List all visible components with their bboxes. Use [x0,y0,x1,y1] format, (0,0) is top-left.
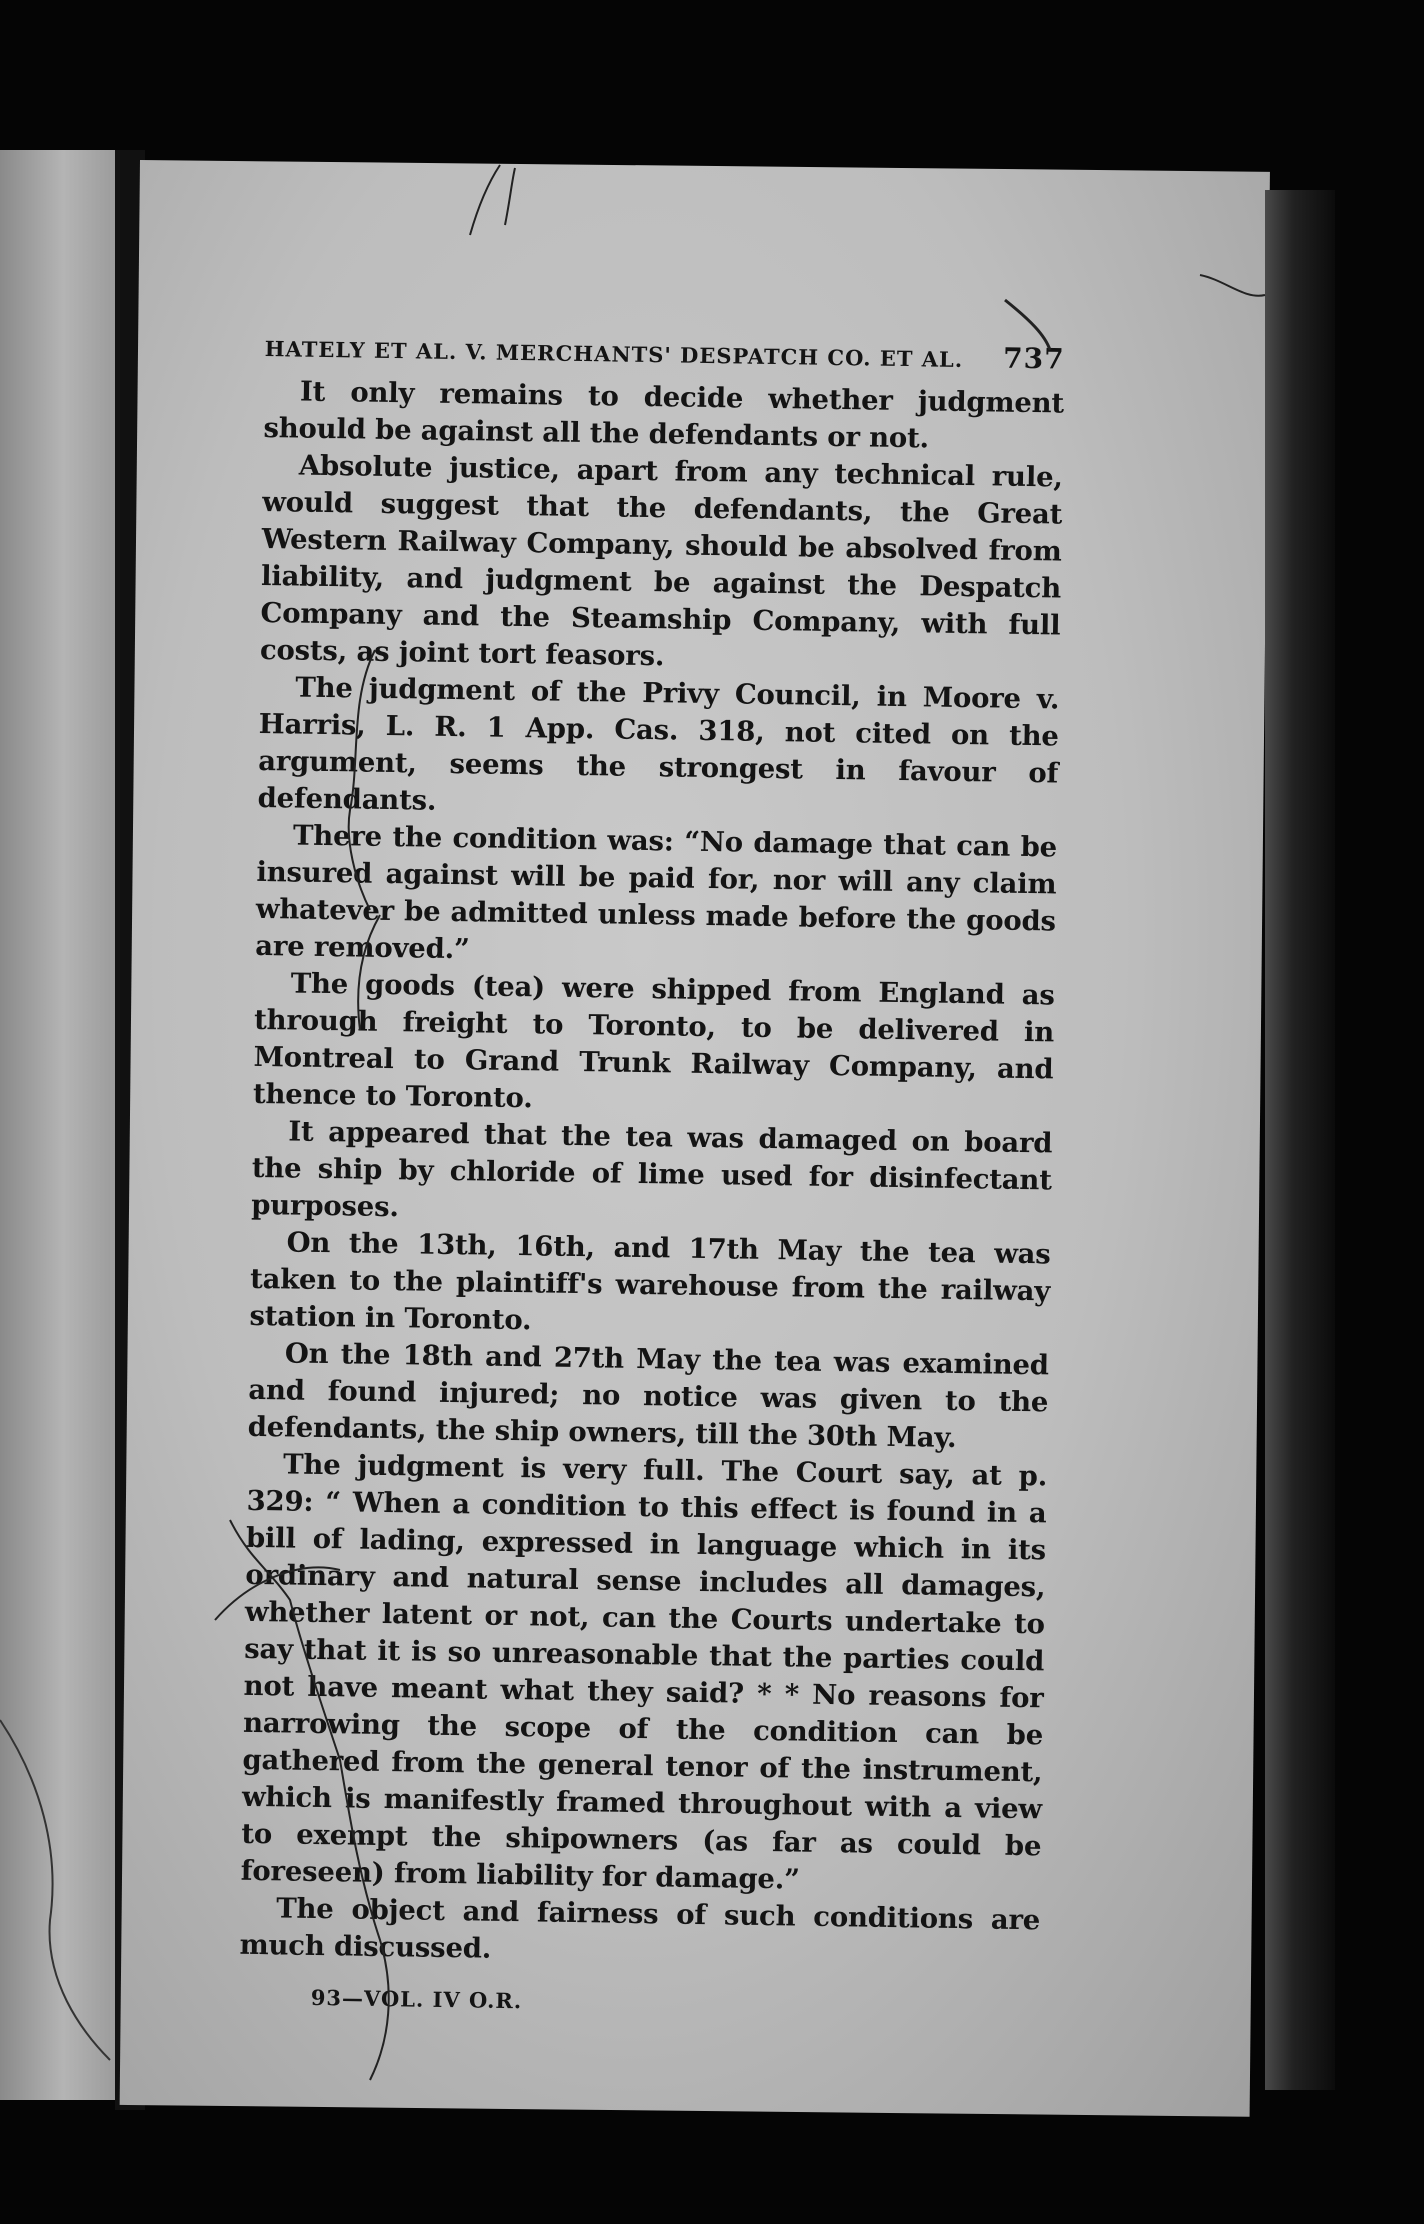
paragraph-10: The object and fairness of such conditions are much discussed. [239,1892,1041,1965]
paragraph-8: On the 18th and 27th May the tea was examined and found injured; no notice was given to the defendants, the ship owners, till the 30th May. [247,1337,1050,1454]
signature-mark: 93—VOL. IV O.R. [310,1984,523,2014]
facing-page-edge [0,150,115,2100]
paragraph-2: Absolute justice, apart from any technical rule, would suggest that the defendants, the Great Western Railway Company, should be absolved from liability, and judgment be against the Despatch Company and the Steamship Company, with full costs, as joint tort feasors. [259,449,1064,673]
paragraph-7: On the 13th, 16th, and 17th May the tea was taken to the plaintiff's warehouse from the railway station in Toronto. [249,1226,1051,1337]
page-number: 737 [1002,341,1065,376]
paragraph-3: The judgment of the Privy Council, in Moore v. Harris, L. R. 1 App. Cas. 318, not cited on the argument, seems the strongest in favour of defendants. [257,671,1060,817]
running-head-title: HATELY ET AL. V. MERCHANTS' DESPATCH CO. ET AL. [264,335,964,372]
paragraph-4: There the condition was: “No damage that can be insured against will be paid for, nor will any claim whatever be admitted unless made before the goods are removed.” [255,819,1058,966]
paragraph-9: The judgment is very full. The Court say, at p. 329: “ When a condition to this effect is found in a bill of lading, expressed in language which in its ordinary and natural sense includes all damages, whether latent or not, can the Courts undertake to say that it is so unreasonable that the parties could not have meant what they said? * * No reasons for narrowing the scope of the condition can be gathered from the general tenor of the instrument, which is manifestly framed throughout with a view to exempt the shipowners (as far as could be foreseen) from liability for damage.” [240,1448,1048,1896]
paragraph-1: It only remains to decide whether judgment should be against all the defendants or not. [263,375,1065,455]
page-content [239,330,1065,2021]
paragraph-6: It appeared that the tea was damaged on board the ship by chloride of lime used for disinfectant purposes. [251,1115,1053,1224]
paragraph-5: The goods (tea) were shipped from England as through freight to Toronto, to be delivered in Montreal to Grand Trunk Railway Company, and thence to Toronto. [252,967,1055,1115]
page-stack-edge [1265,190,1335,2090]
